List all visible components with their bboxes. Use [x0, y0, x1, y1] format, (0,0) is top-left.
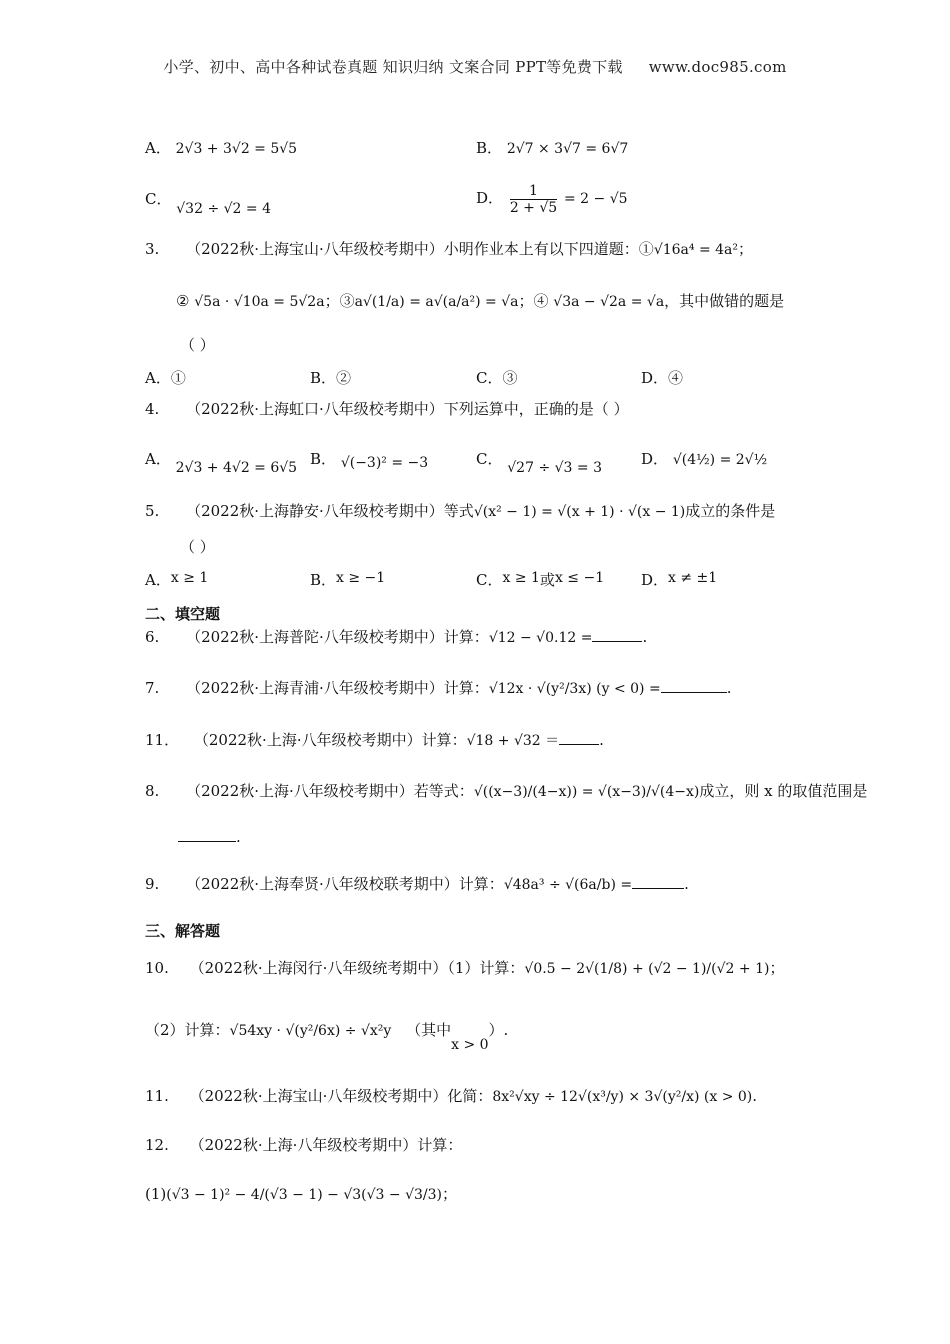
question-number: 3.	[145, 240, 160, 258]
q3-answer-paren: （ ）	[180, 336, 215, 354]
q7-expr: √12x · √(y²/3x) (y < 0) =	[488, 681, 661, 697]
question-number: 5.	[145, 502, 160, 520]
q5-option-d[interactable]: D．x ≠ ±1	[641, 570, 718, 589]
header-text: 小学、初中、高中各种试卷真题 知识归纳 文案合同 PPT等免费下载	[163, 58, 623, 76]
question-7: 7. （2022秋·上海青浦·八年级校考期中）计算：√12x · √(y²/3x) (y < 0) = .	[145, 679, 732, 697]
q10-expr-1: √0.5 − 2√(1/8) + (√2 − 1)/(√2 + 1)	[524, 961, 770, 977]
q12-expr: (√3 − 1)² − 4/(√3 − 1) − √3(√3 − √3/3)	[166, 1187, 442, 1203]
question-number: 8.	[145, 782, 160, 800]
q4-option-c[interactable]: C． √27 ÷ √3 = 3	[476, 450, 602, 476]
q3-expr-3: a√(1/a) = a√(a/a²) = √a	[354, 294, 519, 310]
question-11b: 11. （2022秋·上海宝山·八年级校考期中）化简：8x²√xy ÷ 12√(x³/y) × 3√(y²/x) (x > 0).	[145, 1087, 758, 1105]
q2-option-d-fraction: $\frac{1}{2 + √5}$	[509, 182, 558, 216]
section-heading-fill-in: 二、填空题	[145, 605, 221, 623]
q4-option-a-expr: 2√3 + 4√2 = 6√5	[175, 460, 298, 476]
question-number: 10.	[145, 959, 169, 977]
question-number: 9.	[145, 875, 160, 893]
question-10: 10. （2022秋·上海闵行·八年级统考期中）（1）计算：√0.5 − 2√(1/8) + (√2 − 1)/(√2 + 1)；	[145, 959, 785, 977]
q2-option-c-expr: √32 ÷ √2 = 4	[176, 201, 271, 217]
question-10-part-2: （2）计算：√54xy · √(y²/6x) ÷ √x²y （其中x > 0）.	[145, 1021, 509, 1053]
question-3: 3. （2022秋·上海宝山·八年级校考期中）小明作业本上有以下四道题：①√16a⁴ = 4a²；	[145, 240, 754, 258]
q2-option-d[interactable]: D． $\frac{1}{2 + √5}$ = 2 − √5	[476, 182, 628, 216]
q5-option-c[interactable]: C．x ≥ 1或x ≤ −1	[476, 570, 605, 589]
q5-expr: √(x² − 1) = √(x + 1) · √(x − 1)	[473, 504, 686, 520]
q3-expr-2: √5a · √10a = 5√2a	[194, 294, 325, 310]
q5-option-b[interactable]: B．x ≥ −1	[310, 570, 386, 589]
q6-expr: √12 − √0.12 =	[488, 630, 593, 646]
q5-option-a[interactable]: A．x ≥ 1	[145, 570, 209, 589]
answer-blank[interactable]	[559, 744, 599, 745]
q5-answer-paren: （ ）	[180, 538, 215, 556]
q4-option-b[interactable]: B． √(−3)² = −3	[310, 450, 429, 471]
q4-option-b-expr: √(−3)² = −3	[340, 455, 429, 471]
question-3-line-2: ② √5a · √10a = 5√2a；③a√(1/a) = a√(a/a²) = √a；④ √3a − √2a = √a，其中做错的题是	[176, 292, 785, 310]
answer-blank[interactable]	[632, 888, 684, 889]
q3-option-b[interactable]: B．②	[310, 369, 352, 387]
question-11a: 11． （2022秋·上海·八年级校考期中）计算：√18 + √32 ＝ .	[145, 731, 604, 749]
question-number: 6.	[145, 628, 160, 646]
question-12-part-1: (1)(√3 − 1)² − 4/(√3 − 1) − √3(√3 − √3/3)；	[145, 1185, 458, 1203]
page-header	[0, 56, 950, 77]
q4-option-d-expr: √(4½) = 2√½	[672, 452, 768, 468]
answer-blank[interactable]	[178, 841, 236, 842]
q4-option-d[interactable]: D． √(4½) = 2√½	[641, 450, 768, 468]
q3-option-d[interactable]: D．④	[641, 369, 684, 387]
answer-blank[interactable]	[592, 641, 642, 642]
header-url[interactable]: www.doc985.com	[648, 58, 787, 76]
q3-expr-1: √16a⁴ = 4a²	[653, 242, 739, 258]
q2-option-b-expr: 2√7 × 3√7 = 6√7	[506, 141, 629, 157]
question-8: 8. （2022秋·上海·八年级校考期中）若等式：√((x−3)/(4−x)) = √(x−3)/√(4−x)成立，则 x 的取值范围是	[145, 782, 868, 800]
q9-expr: √48a³ ÷ √(6a/b) =	[503, 877, 633, 893]
answer-blank[interactable]	[661, 692, 727, 693]
q4-option-a[interactable]: A． 2√3 + 4√2 = 6√5	[145, 450, 298, 476]
question-9: 9. （2022秋·上海奉贤·八年级校联考期中）计算：√48a³ ÷ √(6a/b) = .	[145, 875, 689, 893]
q10-expr-2: √54xy · √(y²/6x) ÷ √x²y	[229, 1023, 392, 1039]
question-number: 12.	[145, 1136, 169, 1154]
q11a-expr: √18 + √32 ＝	[466, 733, 560, 749]
q4-option-c-expr: √27 ÷ √3 = 3	[507, 460, 602, 476]
q8-expr: √((x−3)/(4−x)) = √(x−3)/√(4−x)	[473, 784, 700, 800]
question-4: 4. （2022秋·上海虹口·八年级校考期中）下列运算中，正确的是（ ）	[145, 400, 629, 418]
q10-condition: x > 0	[451, 1037, 489, 1053]
q3-option-c[interactable]: C．③	[476, 369, 518, 387]
q3-expr-4: √3a − √2a = √a	[553, 294, 665, 310]
question-5: 5. （2022秋·上海静安·八年级校考期中）等式√(x² − 1) = √(x + 1) · √(x − 1)成立的条件是	[145, 502, 776, 520]
q2-option-a[interactable]: A． 2√3 + 3√2 = 5√5	[145, 139, 298, 157]
q2-option-a-expr: 2√3 + 3√2 = 5√5	[175, 141, 298, 157]
q3-option-a[interactable]: A．①	[145, 369, 186, 387]
question-number: 7.	[145, 679, 160, 697]
question-12: 12. （2022秋·上海·八年级校考期中）计算：	[145, 1136, 463, 1154]
q8-answer-line: .	[178, 826, 241, 848]
question-number: 11.	[145, 1087, 169, 1105]
question-number: 11．	[145, 731, 180, 749]
q2-option-c[interactable]: C． √32 ÷ √2 = 4	[145, 190, 271, 217]
question-6: 6. （2022秋·上海普陀·八年级校考期中）计算：√12 − √0.12 = .	[145, 628, 648, 646]
q11b-expr: 8x²√xy ÷ 12√(x³/y) × 3√(y²/x) (x > 0)	[492, 1089, 753, 1105]
section-heading-solve: 三、解答题	[145, 922, 221, 940]
q2-option-b[interactable]: B． 2√7 × 3√7 = 6√7	[476, 139, 629, 157]
question-number: 4.	[145, 400, 160, 418]
